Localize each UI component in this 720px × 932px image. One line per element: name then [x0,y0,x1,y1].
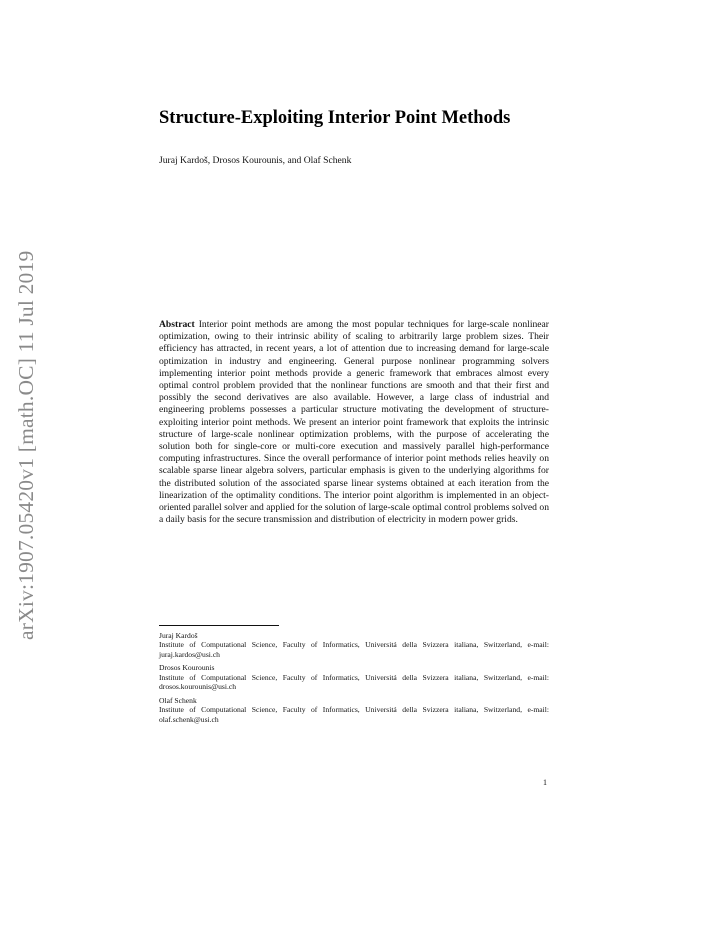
affiliation-entry [159,663,549,691]
affiliation-entry [159,631,549,659]
affiliation-detail: Institute of Computational Science, Faculty of Informatics, Universitá della Svizzera italiana, Switzerland, e-mail: drosos.kourounis@usi.ch [159,672,549,692]
abstract [159,319,549,526]
author-list: Juraj Kardoš, Drosos Kourounis, and Olaf Schenk [159,155,352,166]
paper-title: Structure-Exploiting Interior Point Methods [159,108,511,128]
abstract-label: Abstract [159,319,195,330]
arxiv-side-stamp: arXiv:1907.05420v1 [math.OC] 11 Jul 2019 [14,250,38,640]
abstract-text: Interior point methods are among the most popular techniques for large-scale nonlinear optimization, owing to their intrinsic ability of scaling to arbitrarily large problem sizes. Their efficiency has attracted, in recent years, a lot of attention due to increasing demand for large-scale optimization in industry and engineering. General purpose nonlinear programming solvers implementing interior point methods provide a generic framework that embraces almost every optimal control problem provided that the nonlinear functions are smooth and that their first and possibly the second derivatives are also available. However, a large class of industrial and engineering problems possesses a particular structure motivating the development of structure-exploiting interior point methods. We present an interior point framework that exploits the intrinsic structure of large-scale nonlinear optimization problems, with the purpose of accelerating the solution both for single-core or multi-core execution and massively parallel high-performance computing infrastructures. Since the overall performance of interior point methods relies heavily on scalable sparse linear algebra solvers, particular emphasis is given to the underlying algorithms for the distributed solution of the associated sparse linear systems obtained at each iteration from the linearization of the optimality conditions. The interior point algorithm is implemented in an object-oriented parallel solver and applied for the solution of large-scale optimal control problems solved on a daily basis for the secure transmission and distribution of electricity in modern power grids. [159,319,549,526]
affiliation-detail: Institute of Computational Science, Faculty of Informatics, Universitá della Svizzera italiana, Switzerland, e-mail: olaf.schenk@usi.ch [159,705,549,724]
page-number: 1 [543,778,547,787]
affiliation-author: Olaf Schenk [159,695,197,705]
affiliation-entry [159,696,549,724]
affiliation-author: Juraj Kardoš [159,631,198,640]
affiliations [159,631,549,728]
footnote-divider [159,625,279,626]
affiliation-detail: Institute of Computational Science, Faculty of Informatics, Universitá della Svizzera italiana, Switzerland, e-mail: juraj.kardos@usi.ch [159,640,549,659]
affiliation-author: Drosos Kourounis [159,663,215,673]
